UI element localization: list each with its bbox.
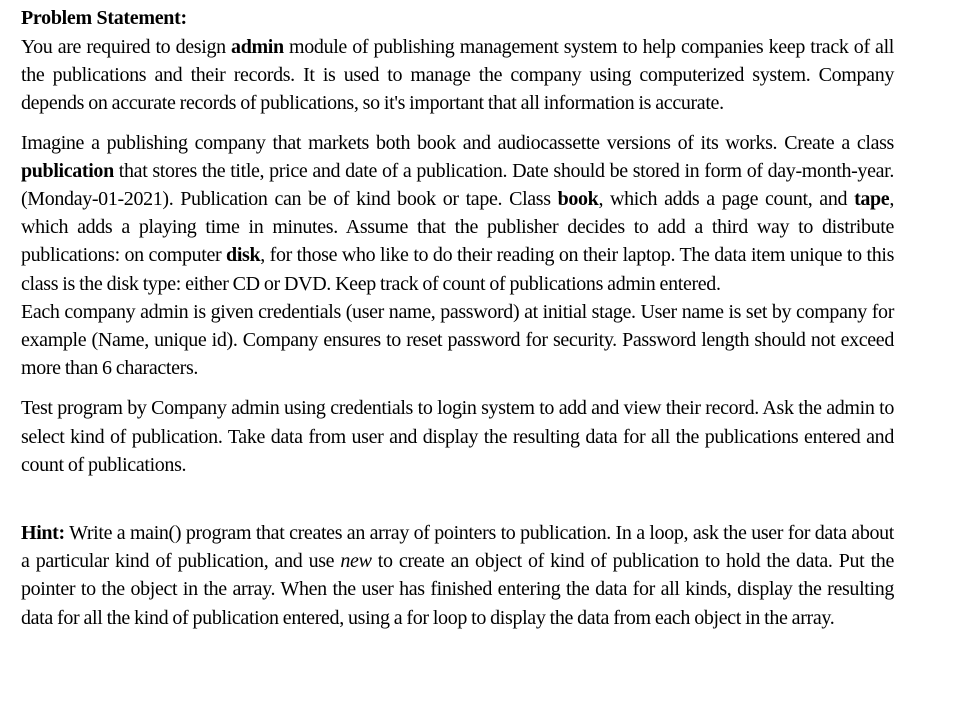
publication-text-4: , which adds a playing time in minutes. Assume that the publisher decides to add a third way to distribute publications: on computer: [21, 188, 894, 267]
hint-text-2: to create an object of kind of publication to hold the data. Put the pointer to the object in the array. When the user has finished entering the data for all kinds, display the resulting data for all the kind of publication entered, using a for loop to display the data from each object in the array.: [21, 550, 894, 629]
document-page: [21, 6, 894, 632]
test-program-paragraph: Test program by Company admin using credentials to login system to add and view their record. Ask the admin to select kind of publication. Take data from user and display the resulting data for all the publications entered and count of publications.: [21, 397, 894, 476]
hint-text-1: Write a main() program that creates an array of pointers to publication. In a loop, ask the user for data about a particular kind of publication, and use: [21, 522, 894, 573]
hint-paragraph: [21, 519, 894, 632]
intro-text-1: You are required to design: [21, 36, 232, 58]
credentials-paragraph: Each company admin is given credentials (user name, password) at initial stage. User name is set by company for example (Name, unique id). Company ensures to reset password for security. Password length should not exceed more than 6 characters.: [21, 300, 894, 380]
publication-text-5: , for those who like to do their reading on their laptop. The data item unique to this class is the disk type: either CD or DVD. Keep track of count of publications admin entered.: [21, 244, 895, 295]
publication-text-3: , which adds a page count, and: [598, 188, 855, 211]
hint-label: Hint:: [21, 522, 65, 545]
publication-text-2: that stores the title, price and date of a publication. Date should be stored in form of day-month-year. (Monday-01-2021). Publication can be of kind book or tape. Class: [21, 159, 894, 211]
intro-paragraph: [21, 33, 894, 118]
book-term: book: [557, 188, 599, 211]
new-keyword: new: [340, 550, 372, 573]
publication-term: publication: [21, 159, 114, 182]
problem-statement-heading: Problem Statement:: [21, 7, 187, 29]
publication-text-1: Imagine a publishing company that markets both book and audiocassette versions of its works. Create a class: [21, 131, 894, 154]
publication-paragraph: [21, 129, 894, 298]
intro-text-2: module of publishing management system to help companies keep track of all the publications and their records. It is used to manage the company using computerized system. Company depends on accurate records of publications, so it's important that all information is accurate.: [21, 36, 895, 115]
admin-term: admin: [231, 36, 284, 58]
disk-term: disk: [226, 244, 261, 267]
tape-term: tape: [854, 188, 890, 211]
